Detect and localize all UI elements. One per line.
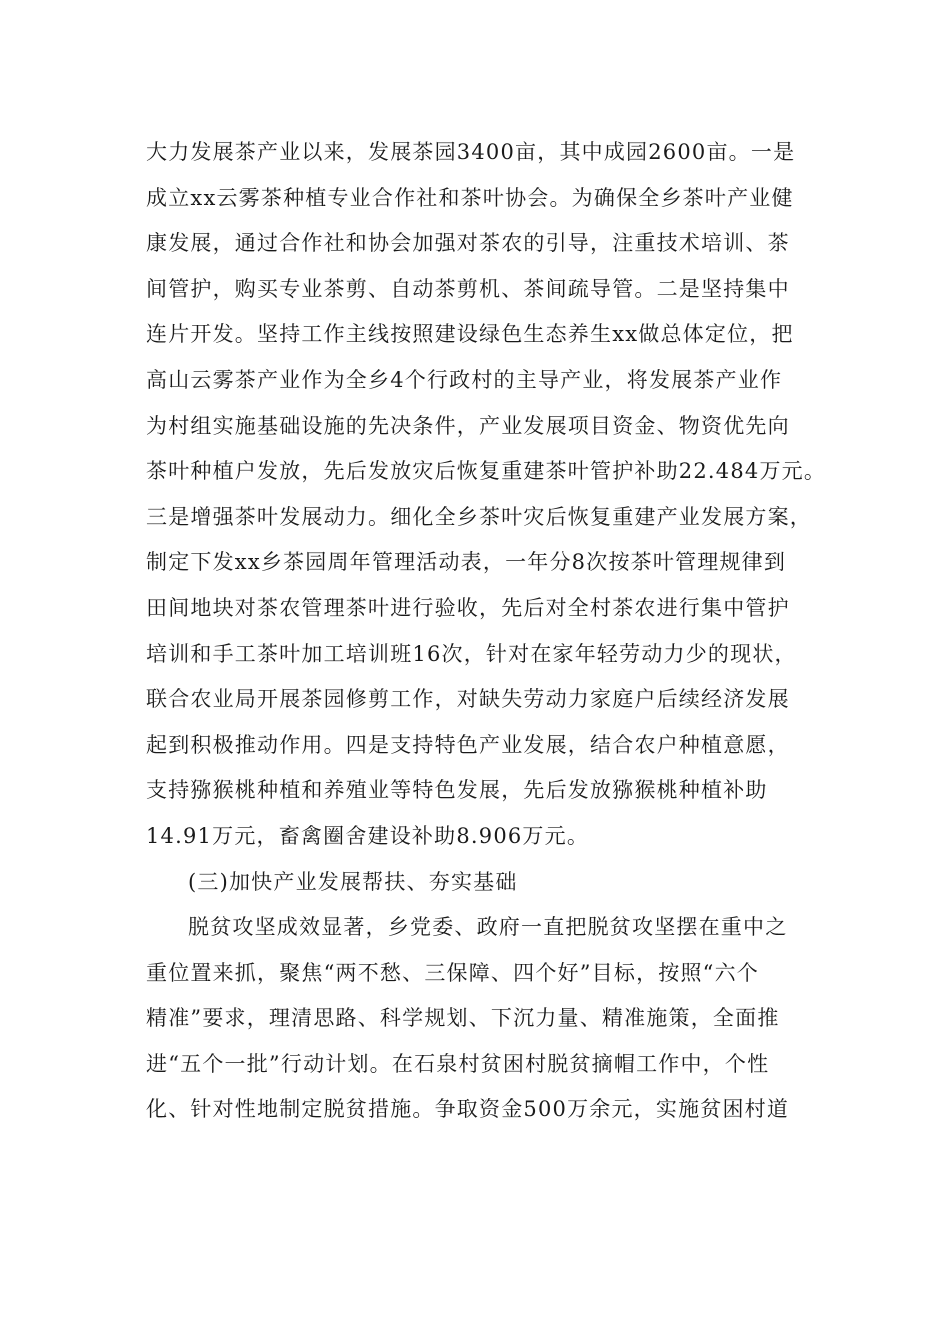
text-line: 培训和手工茶叶加工培训班16次，针对在家年轻劳动力少的现状， — [146, 641, 797, 666]
text-line: 重位置来抓，聚焦“两不愁、三保障、四个好”目标，按照“六个 — [146, 960, 760, 985]
text-line: 间管护，购买专业茶剪、自动茶剪机、茶间疏导管。二是坚持集中 — [146, 276, 790, 301]
text-line: 支持猕猴桃种植和养殖业等特色发展，先后发放猕猴桃种植补助 — [146, 778, 768, 803]
text-line: 精准”要求，理清思路、科学规划、下沉力量、精准施策，全面推 — [146, 1006, 780, 1031]
text-line: 高山云雾茶产业作为全乡4个行政村的主导产业，将发展茶产业作 — [146, 367, 783, 392]
text-line: 三是增强茶叶发展动力。细化全乡茶叶灾后恢复重建产业发展方案， — [146, 504, 812, 529]
text-line: 大力发展茶产业以来，发展茶园3400亩，其中成园2600亩。一是 — [146, 140, 796, 164]
text-line: 起到积极推动作用。四是支持特色产业发展，结合农户种植意愿， — [146, 732, 790, 757]
text-line: 联合农业局开展茶园修剪工作，对缺失劳动力家庭户后续经济发展 — [146, 687, 790, 712]
paragraph-first-line: 脱贫攻坚成效显著，乡党委、政府一直把脱贫攻坚摆在重中之 — [188, 915, 788, 940]
text-line: 康发展，通过合作社和协会加强对茶农的引导，注重技术培训、茶 — [146, 231, 790, 256]
section-heading: (三)加快产业发展帮扶、夯实基础 — [188, 869, 518, 894]
text-line: 茶叶种植户发放，先后发放灾后恢复重建茶叶管护补助22.484万元。 — [146, 459, 827, 484]
text-line: 进“五个一批”行动计划。在石泉村贫困村脱贫摘帽工作中，个性 — [146, 1051, 770, 1076]
body-text — [146, 130, 826, 1133]
text-line: 制定下发xx乡茶园周年管理活动表，一年分8次按茶叶管理规律到 — [146, 550, 787, 575]
text-line: 为村组实施基础设施的先决条件，产业发展项目资金、物资优先向 — [146, 413, 790, 438]
text-line: 化、针对性地制定脱贫措施。争取资金500万余元，实施贫困村道 — [146, 1097, 790, 1122]
text-line: 连片开发。坚持工作主线按照建设绿色生态养生xx做总体定位，把 — [146, 322, 794, 347]
text-line: 田间地块对茶农管理茶叶进行验收，先后对全村茶农进行集中管护 — [146, 595, 790, 620]
text-line: 成立xx云雾茶种植专业合作社和茶叶协会。为确保全乡茶叶产业健 — [146, 185, 794, 210]
text-line: 14.91万元，畜禽圈舍建设补助8.906万元。 — [146, 823, 590, 848]
